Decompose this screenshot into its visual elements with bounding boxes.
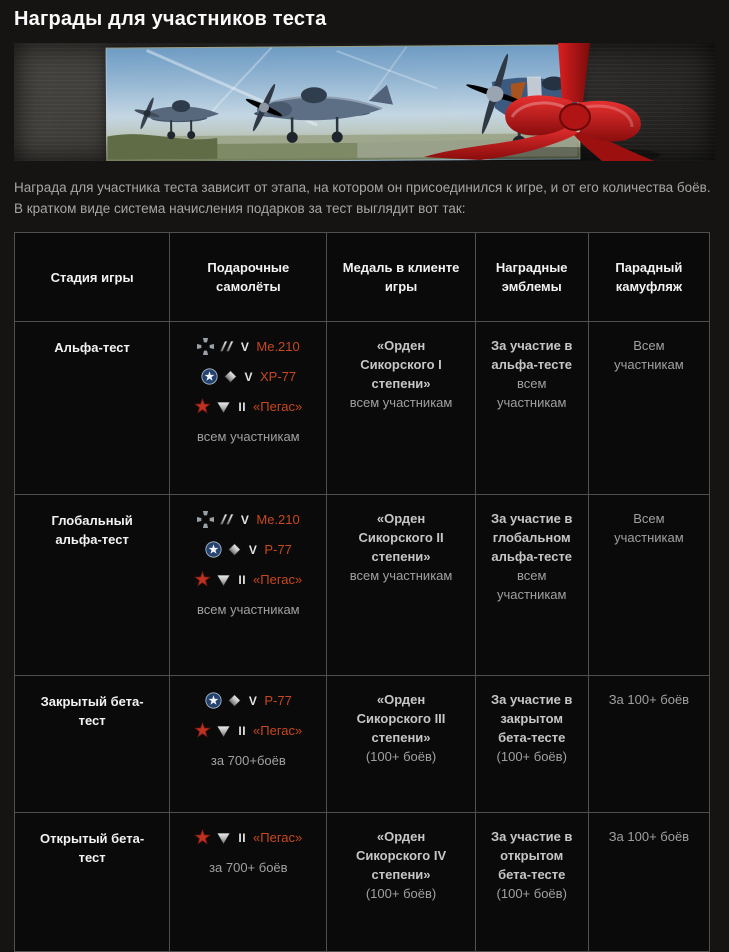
plane-link[interactable]: «Пегас» <box>253 830 303 845</box>
page-title: Награды для участников теста <box>14 8 327 30</box>
intro-text: Награда для участника теста зависит от этапа, на котором он присоединился к игре, и от его количества боёв. В кратком виде система начисления подарков за тест выглядит вот так: <box>14 180 711 216</box>
table-row <box>15 322 710 495</box>
emblem-name: За участие в открытом бета-тесте <box>491 829 573 882</box>
camouflage-note: За 100+ боёв <box>608 829 690 844</box>
us-roundel-icon <box>205 541 222 558</box>
us-roundel-icon <box>201 368 218 385</box>
medal-name: «Орден Сикорского I степени» <box>360 338 442 391</box>
medal-name: «Орден Сикорского III степени» <box>356 692 446 745</box>
stage-name-cell <box>15 322 170 495</box>
camouflage-cell <box>588 495 709 676</box>
medal-cell <box>327 322 475 495</box>
plane-entry <box>176 720 320 741</box>
camouflage-note: Всем участникам <box>614 338 684 372</box>
plane-tier: V <box>244 369 254 384</box>
plane-tier: V <box>240 512 250 527</box>
plane-link[interactable]: «Пегас» <box>253 399 303 414</box>
gift-planes-cell <box>170 322 327 495</box>
german-cross-icon <box>197 511 214 528</box>
camouflage-note: Всем участникам <box>614 511 684 545</box>
medal-note: всем участникам <box>349 568 453 583</box>
stage-name: Закрытый бета-тест <box>40 694 144 728</box>
emblem-note: всем участникам <box>496 376 567 410</box>
medal-cell <box>327 495 475 676</box>
medal-cell <box>327 813 475 952</box>
gift-ribbon-icon <box>416 43 676 161</box>
attack-aircraft-class-icon <box>215 722 232 739</box>
stage-name-cell <box>15 813 170 952</box>
emblem-name: За участие в глобальном альфа-тесте <box>491 511 573 564</box>
multirole-fighter-class-icon <box>226 541 243 558</box>
plane-link[interactable]: Me.210 <box>256 512 300 527</box>
stage-name: Альфа-тест <box>54 340 130 355</box>
soviet-star-icon <box>194 722 211 739</box>
emblem-name: За участие в альфа-тесте <box>491 338 573 372</box>
emblem-name: За участие в закрытом бета-тесте <box>491 692 573 745</box>
stage-name: Открытый бета-тест <box>40 831 145 865</box>
planes-note: всем участникам <box>197 429 300 444</box>
gift-planes-cell <box>170 495 327 676</box>
column-header: Стадия игры <box>15 233 170 322</box>
plane-link[interactable]: XP-77 <box>260 369 297 384</box>
plane-entry <box>176 569 320 590</box>
emblems-cell <box>475 495 588 676</box>
column-header: Наградные эмблемы <box>475 233 588 322</box>
plane-tier: V <box>240 339 250 354</box>
camouflage-cell <box>588 322 709 495</box>
soviet-star-icon <box>194 571 211 588</box>
plane-link[interactable]: Me.210 <box>256 339 300 354</box>
plane-entry <box>176 509 320 530</box>
german-cross-icon <box>197 338 214 355</box>
plane-link[interactable]: «Пегас» <box>253 572 303 587</box>
heavy-fighter-class-icon <box>218 338 235 355</box>
emblems-cell <box>475 813 588 952</box>
heavy-fighter-class-icon <box>218 511 235 528</box>
table-row <box>15 676 710 813</box>
medal-note: (100+ боёв) <box>365 886 437 901</box>
column-header: Парадный камуфляж <box>588 233 709 322</box>
emblem-note: (100+ боёв) <box>496 886 567 901</box>
gift-planes-cell <box>170 813 327 952</box>
camouflage-cell <box>588 676 709 813</box>
stage-name-cell <box>15 676 170 813</box>
stage-name: Глобальный альфа-тест <box>51 513 133 547</box>
medal-name: «Орден Сикорского IV степени» <box>355 829 447 882</box>
attack-aircraft-class-icon <box>215 398 232 415</box>
emblem-note: (100+ боёв) <box>496 749 567 764</box>
column-header: Подарочные самолёты <box>170 233 327 322</box>
camouflage-cell <box>588 813 709 952</box>
plane-tier: V <box>248 693 258 708</box>
plane-link[interactable]: «Пегас» <box>253 723 303 738</box>
multirole-fighter-class-icon <box>226 692 243 709</box>
plane-entry <box>176 336 320 357</box>
plane-tier: II <box>238 572 247 587</box>
medal-cell <box>327 676 475 813</box>
rewards-table <box>14 232 710 952</box>
plane-entry <box>176 539 320 560</box>
medal-note: (100+ боёв) <box>365 749 437 764</box>
medal-note: всем участникам <box>349 395 453 410</box>
medal-name: «Орден Сикорского II степени» <box>358 511 444 564</box>
attack-aircraft-class-icon <box>215 571 232 588</box>
soviet-star-icon <box>194 829 211 846</box>
banner <box>14 43 715 161</box>
camouflage-note: За 100+ боёв <box>608 692 690 707</box>
soviet-star-icon <box>194 398 211 415</box>
planes-note: за 700+ боёв <box>209 860 288 875</box>
planes-note: за 700+боёв <box>210 753 286 768</box>
plane-entry <box>176 827 320 848</box>
plane-link[interactable]: P-77 <box>264 693 292 708</box>
multirole-fighter-class-icon <box>222 368 239 385</box>
emblem-note: всем участникам <box>496 568 567 602</box>
plane-tier: II <box>238 723 247 738</box>
plane-tier: V <box>248 542 258 557</box>
plane-tier: II <box>238 830 247 845</box>
plane-entry <box>176 366 320 387</box>
column-header: Медаль в клиенте игры <box>327 233 475 322</box>
plane-link[interactable]: P-77 <box>264 542 292 557</box>
plane-entry <box>176 396 320 417</box>
table-header-row <box>15 233 710 322</box>
table-row <box>15 495 710 676</box>
emblems-cell <box>475 676 588 813</box>
plane-entry <box>176 690 320 711</box>
gift-planes-cell <box>170 676 327 813</box>
plane-tier: II <box>238 399 247 414</box>
planes-note: всем участникам <box>197 602 300 617</box>
attack-aircraft-class-icon <box>215 829 232 846</box>
us-roundel-icon <box>205 692 222 709</box>
emblems-cell <box>475 322 588 495</box>
table-row <box>15 813 710 952</box>
stage-name-cell <box>15 495 170 676</box>
